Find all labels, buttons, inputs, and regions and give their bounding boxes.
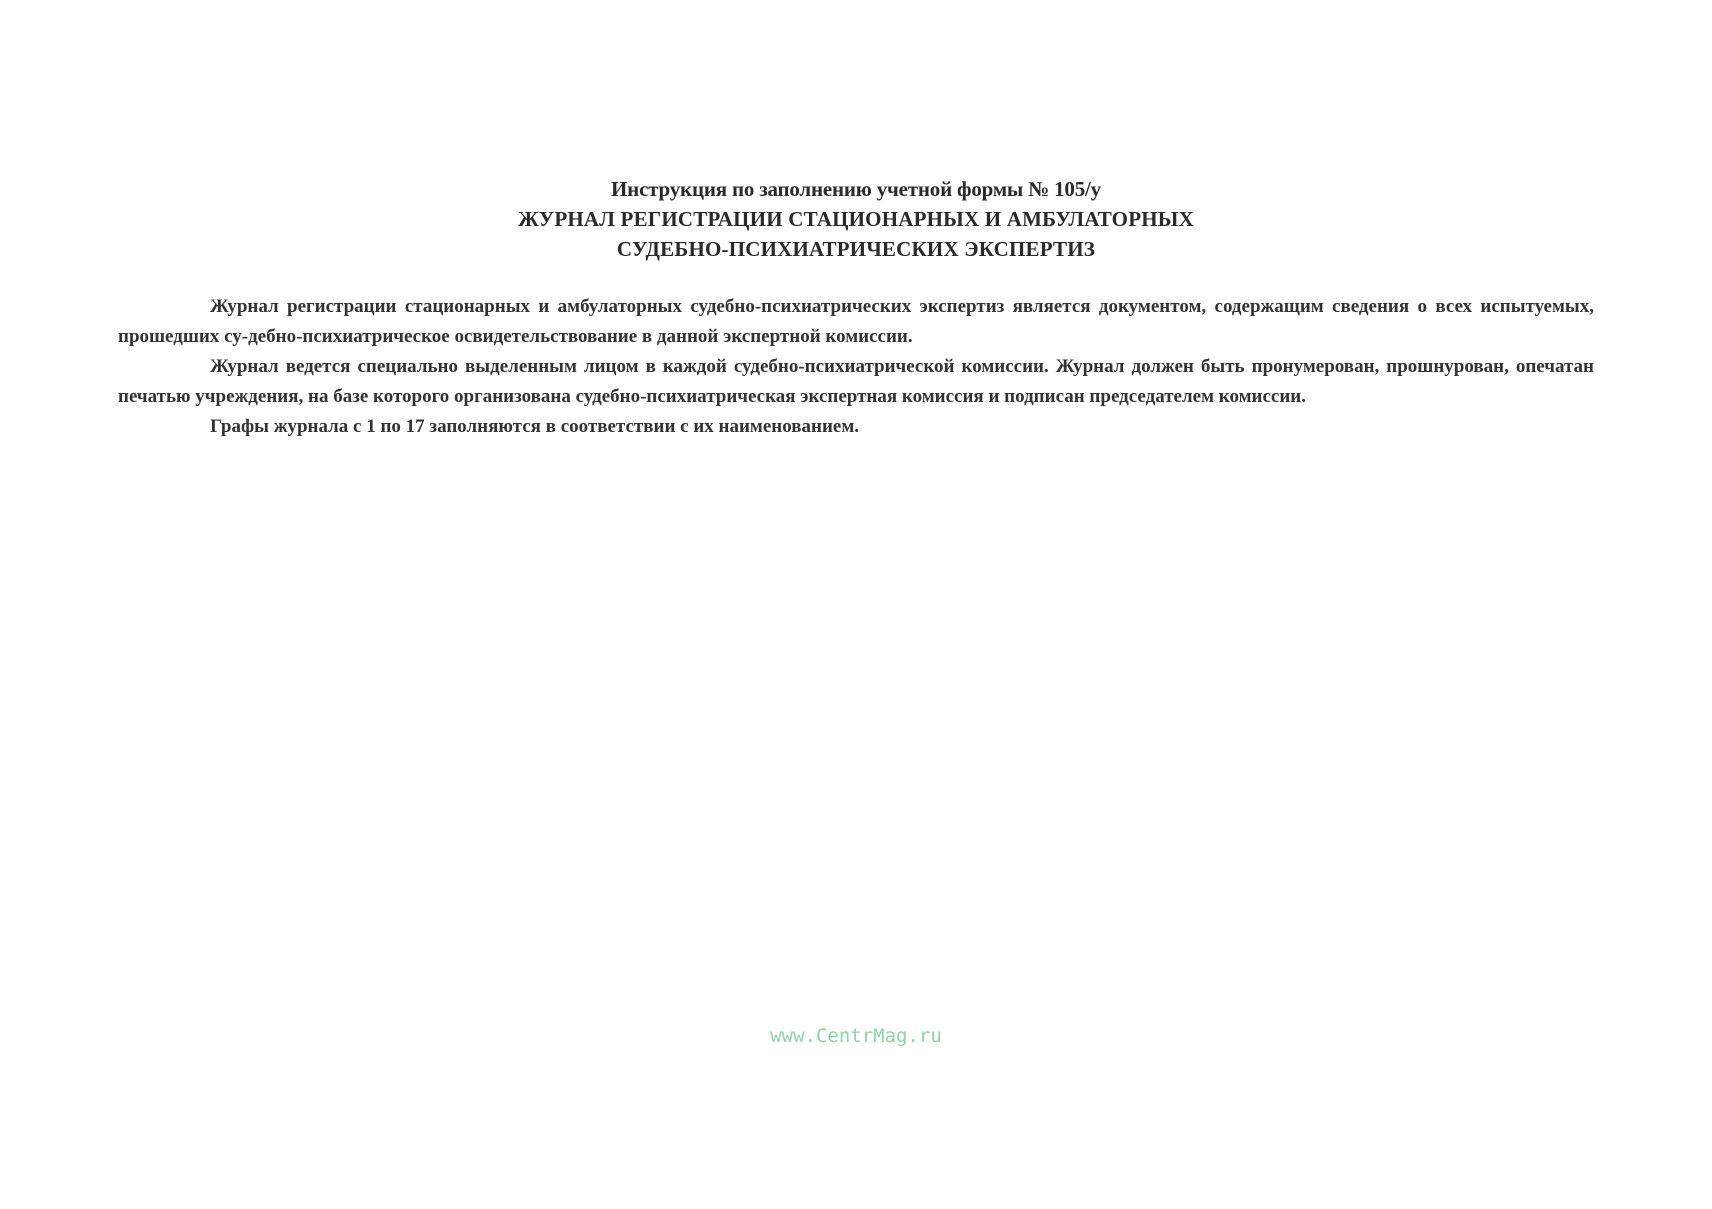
document-body — [118, 292, 1594, 442]
journal-title-line-1: ЖУРНАЛ РЕГИСТРАЦИИ СТАЦИОНАРНЫХ И АМБУЛАТОРНЫХ — [518, 207, 1194, 231]
site-watermark: www.CentrMag.ru — [770, 1025, 942, 1047]
paragraph-1: Журнал регистрации стационарных и амбулаторных судебно-психиатрических экспертиз является документом, содержащим сведения о всех испытуемых, прошедших су-дебно-психиатрическое освидетельствование в данной экспертной комиссии. — [118, 296, 1594, 347]
document-header — [0, 174, 1712, 264]
journal-title-line-2: СУДЕБНО-ПСИХИАТРИЧЕСКИХ ЭКСПЕРТИЗ — [616, 237, 1096, 261]
instruction-title: Инструкция по заполнению учетной формы № 105/у — [611, 177, 1101, 201]
paragraph-3: Графы журнала с 1 по 17 заполняются в соответствии с их наименованием. — [210, 416, 860, 437]
paragraph-2: Журнал ведется специально выделенным лицом в каждой судебно-психиатрической комиссии. Журнал должен быть пронумерован, прошнурован, опечатан печатью учреждения, на базе которого организована судебно-психиатрическая экспертная комиссия и подписан председателем комиссии. — [118, 356, 1594, 407]
